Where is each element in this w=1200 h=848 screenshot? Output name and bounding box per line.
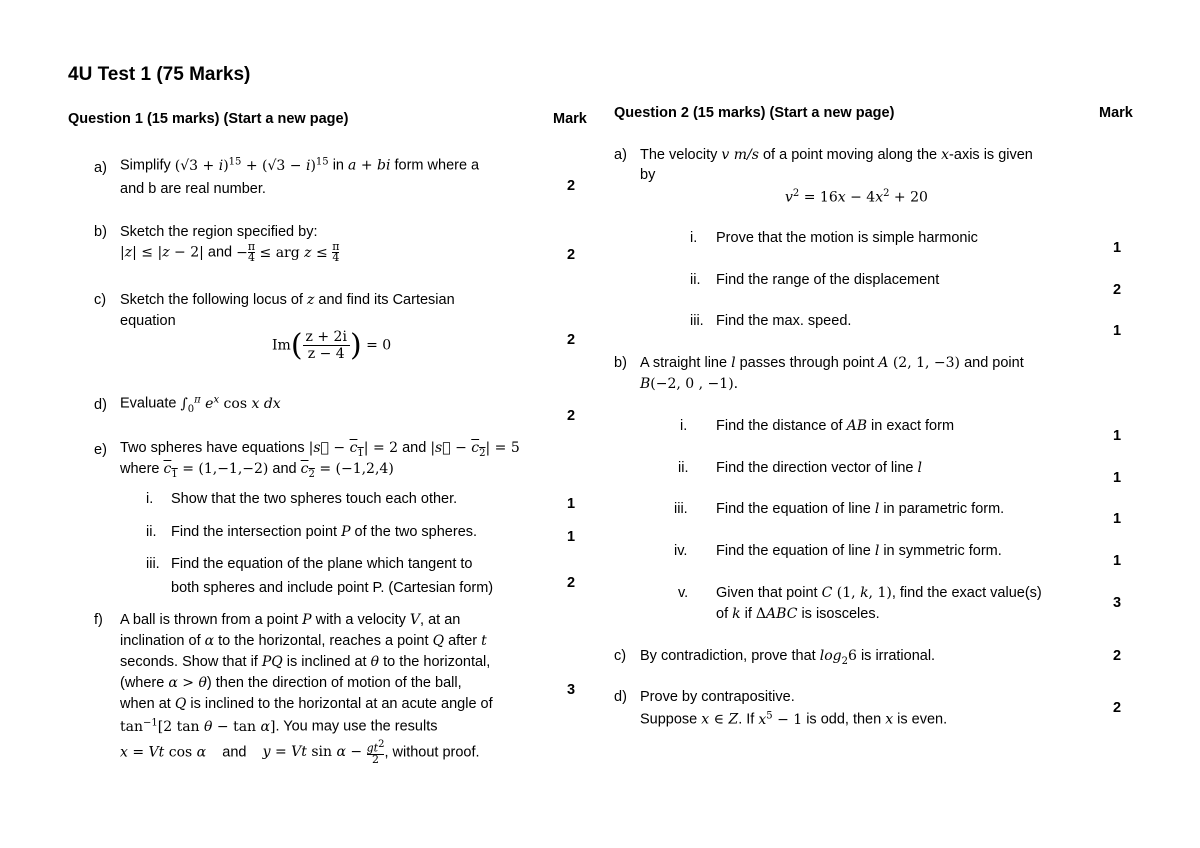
q2b-iii-line: Find the equation of line l in parametric form. (716, 501, 1005, 517)
q1e-ii-P: P (341, 524, 351, 540)
q1b-mark: 2 (567, 247, 576, 263)
q1e-line2 (120, 461, 394, 480)
q2b-iii-t1: Find the equation of line (716, 501, 871, 517)
q1e-iii-label: iii. (146, 556, 160, 572)
q1f-l2a: inclination of (120, 633, 201, 649)
q2a-t3: -axis is given (949, 147, 1033, 163)
q1a-label: a) (94, 160, 107, 176)
q2d-mark: 2 (1113, 700, 1122, 716)
q2b-point-B: B(−2, 0 , −1). (640, 376, 739, 392)
q2c-log: $\log_26$ (819, 648, 857, 667)
q2a-iii-mark: 1 (1113, 323, 1122, 339)
q2c-t2: is irrational. (860, 648, 936, 664)
q1b-expr1: |z| ≤ |z − 2| (120, 244, 204, 261)
q1d-label: d) (94, 397, 107, 413)
q2b-i-mark: 1 (1113, 428, 1122, 444)
q2b-iv-t2: in symmetric form. (883, 543, 1002, 559)
q2b-ii-t1: Find the direction vector of line (716, 460, 914, 476)
q1f-x-eq: x = Vt cos α (120, 744, 207, 761)
q1e-and2: and (272, 461, 297, 477)
q1f-l3a: seconds. Show that if (120, 654, 258, 670)
q2b-point-A: A (2, 1, −3) (878, 355, 961, 371)
q2b-i-label: i. (680, 418, 688, 434)
q2a-iii-text: Find the max. speed. (716, 313, 852, 329)
q2b-v-l2a: of (716, 606, 729, 622)
q2b-t2: passes through point (739, 355, 875, 371)
q1c-mark: 2 (567, 332, 576, 348)
q1e-text1: Two spheres have equations (120, 440, 305, 456)
q2b-v-line2: of k if ΔABC is isosceles. (716, 606, 880, 622)
q1f-l2b: to the horizontal, reaches a point (218, 633, 429, 649)
q2d-line1: Prove by contrapositive. (640, 689, 795, 705)
q1c-text2: and find its Cartesian (318, 292, 455, 308)
q2b-ii-line: Find the direction vector of line l (716, 460, 922, 476)
page-title: 4U Test 1 (75 Marks) (68, 64, 251, 85)
q2a-t2: of a point moving along the (762, 147, 938, 163)
q1e-iii-line2: both spheres and include point P. (Cartesian form) (171, 580, 494, 596)
q1d-text1: Evaluate (120, 395, 177, 412)
q1f-l3c: to the horizontal, (383, 654, 491, 670)
q1a-text3: form where a (394, 157, 480, 174)
q2d-label: d) (614, 689, 627, 705)
q2b-v-t2: , find the exact value(s) (891, 585, 1042, 601)
q1b-label: b) (94, 224, 107, 240)
q1a-form-expr: a (348, 157, 357, 174)
q2a-ii-mark: 2 (1113, 282, 1122, 298)
q1f-line3: seconds. Show that if PQ is inclined at θ to the horizontal, (120, 654, 491, 670)
q1-heading: Question 1 (15 marks) (Start a new page) (68, 111, 349, 127)
q1d-mark: 2 (567, 408, 576, 424)
q2b-v-triangle: ΔABC (755, 606, 798, 622)
q1f-line1: A ball is thrown from a point P with a velocity V, at an (120, 612, 461, 628)
q1e-sphere1: |s⃗ − $c_1| = 2$ (308, 440, 399, 459)
q2a-line2: by (640, 167, 656, 183)
q1f-mark: 3 (567, 682, 576, 698)
q1a-text2: in (332, 157, 344, 174)
q1c-label: c) (94, 292, 107, 308)
q2-mark-header: Mark (1099, 105, 1133, 121)
q1f-l7and: and (222, 744, 247, 761)
q1b-expr2: − $\frac{\pi}{4}$ ≤ arg z ≤ $\frac{\pi}{4}$ (236, 240, 340, 264)
q1e-ii-label: ii. (146, 524, 157, 540)
q1f-line7 (120, 740, 480, 765)
q1e-sphere2: |s⃗ − $c_2| = 5$ (430, 440, 520, 459)
q2b-iii-label: iii. (674, 501, 688, 517)
q2b-iii-mark: 1 (1113, 511, 1122, 527)
q2b-iii-t2: in parametric form. (883, 501, 1005, 517)
q1e-i-label: i. (146, 491, 154, 507)
q1f-arctan-expr: $\tan^{-1}[2$ tan θ − tan α] (120, 717, 276, 735)
q2b-v-line1 (716, 585, 1042, 601)
q1b-line1: Sketch the region specified by: (120, 224, 318, 240)
q1e-where: where (120, 461, 160, 477)
q1f-l6b: . You may use the results (275, 718, 438, 735)
q2b-i-t2: in exact form (871, 418, 955, 434)
q1e-ii-line (171, 524, 477, 540)
q1c-text1: Sketch the following locus of (120, 292, 303, 308)
q2d-t3: is odd, then (806, 711, 882, 728)
q1f-l1a: A ball is thrown from a point (120, 612, 299, 628)
q1f-line5: when at Q is inclined to the horizontal at an acute angle of (120, 696, 493, 712)
q1f-line4: (where α > θ) then the direction of motion of the ball, (120, 675, 462, 691)
q1a-expression: $(√3 + i)^{15} + (√3 - i)^{15}$ (174, 156, 329, 174)
q1e-and1: and (402, 440, 427, 456)
q1a-mark: 2 (567, 178, 576, 194)
q2-heading: Question 2 (15 marks) (Start a new page) (614, 105, 895, 121)
q1b-line2 (120, 242, 339, 263)
q1e-ii-text1: Find the intersection point (171, 524, 338, 540)
q2b-ii-mark: 1 (1113, 470, 1122, 486)
q2b-t3: and point (964, 355, 1024, 371)
q1e-i-mark: 1 (567, 496, 576, 512)
q1e-line1 (120, 440, 520, 459)
q2a-label: a) (614, 147, 627, 163)
q1f-l1b: with a velocity (315, 612, 406, 628)
q1c-equation: Im( $\frac{z + 2i}{z - 4}$ ) = 0 (272, 328, 392, 363)
q2b-t1: A straight line (640, 355, 728, 371)
q2b-iv-t1: Find the equation of line (716, 543, 871, 559)
q2a-ii-text: Find the range of the displacement (716, 272, 940, 288)
q2c-line (640, 648, 935, 667)
q1f-l7end: , without proof. (384, 744, 480, 761)
q1f-l3b: is inclined at (286, 654, 367, 670)
q2b-iv-mark: 1 (1113, 553, 1122, 569)
q1f-line6 (120, 717, 437, 735)
q1c-z: z (307, 292, 315, 308)
q1e-ii-text2: of the two spheres. (354, 524, 478, 540)
q2b-v-t1: Given that point (716, 585, 818, 601)
q2a-i-mark: 1 (1113, 240, 1122, 256)
q1f-label: f) (94, 612, 103, 628)
q1f-l5b: is inclined to the horizontal at an acute angle of (190, 696, 493, 712)
q1e-label: e) (94, 442, 107, 458)
q2c-label: c) (614, 648, 627, 664)
q2b-iv-label: iv. (674, 543, 688, 559)
q2b-iv-line: Find the equation of line l in symmetric form. (716, 543, 1002, 559)
q2a-t1: The velocity (640, 147, 718, 163)
q2b-label: b) (614, 355, 627, 371)
q2a-equation: $v^2 = 16x - 4x^2 + 20$ (785, 188, 928, 206)
q2d-t4: is even. (897, 711, 948, 728)
q2b-v-label: v. (678, 585, 689, 601)
q2b-v-point-C: C (1, k, 1) (821, 585, 892, 601)
q1e-iii-line1: Find the equation of the plane which tangent to (171, 556, 473, 572)
q2b-v-l2b: if (744, 606, 752, 622)
q1a-line1: Simplify $(√3 + i)^{15} + (√3 - i)^{15}$ in a + bi form where a (120, 156, 480, 174)
q2b-ii-label: ii. (678, 460, 689, 476)
q2c-mark: 2 (1113, 648, 1122, 664)
q1c-line2: equation (120, 313, 176, 329)
q2d-expr: $x^5 - 1$ (758, 710, 803, 728)
q1f-l2c: after (448, 633, 478, 649)
q1-mark-header: Mark (553, 111, 587, 127)
q1a-text1: Simplify (120, 157, 171, 174)
q1f-y-eq: y = Vt sin α − $\frac{gt^2}{2}$ (262, 739, 385, 766)
q1e-i-text: Show that the two spheres touch each other. (171, 491, 458, 507)
q1f-l4b: ) then the direction of motion of the ball, (206, 675, 462, 691)
q1e-c1: $c_1 = (1,-1,-2)$ (163, 461, 269, 480)
q1f-line2: inclination of α to the horizontal, reaches a point Q after t (120, 633, 487, 649)
q2d-t2: . If (738, 711, 755, 728)
q1a-line2: and b are real number. (120, 181, 266, 197)
q2d-line2: Suppose x ∈ Z. If $x^5 - 1$ is odd, then x is even. (640, 710, 948, 728)
q1f-l5a: when at (120, 696, 171, 712)
q2b-line1: A straight line l passes through point A (2, 1, −3) and point (640, 355, 1024, 371)
q2a-line1: The velocity v m/s of a point moving along the x-axis is given (640, 147, 1033, 163)
q2a-ii-label: ii. (690, 272, 701, 288)
q1f-l4a: (where (120, 675, 165, 691)
q1d-integral: $\int_0^\pi$ $e^x$ cos x dx (180, 394, 281, 415)
q2b-i-line: Find the distance of AB in exact form (716, 418, 955, 434)
q2a-i-label: i. (690, 230, 698, 246)
q1f-l1c: , at an (420, 612, 461, 628)
q2d-set: x ∈ Z (701, 711, 739, 728)
q1c-line1 (120, 292, 455, 308)
q1e-iii-mark: 2 (567, 575, 576, 591)
q2a-iii-label: iii. (690, 313, 704, 329)
q2d-t1: Suppose (640, 711, 698, 728)
q2b-v-mark: 3 (1113, 595, 1122, 611)
q1e-ii-mark: 1 (567, 529, 576, 545)
q2b-v-l2c: is isosceles. (801, 606, 880, 622)
q2c-t1: By contradiction, prove that (640, 648, 816, 664)
q1e-c2: $c_2 = (-1,2,4)$ (300, 461, 394, 480)
q2a-i-text: Prove that the motion is simple harmonic (716, 230, 978, 246)
q2b-i-t1: Find the distance of (716, 418, 843, 434)
q1b-and: and (207, 244, 233, 261)
q1d-line (120, 394, 281, 414)
